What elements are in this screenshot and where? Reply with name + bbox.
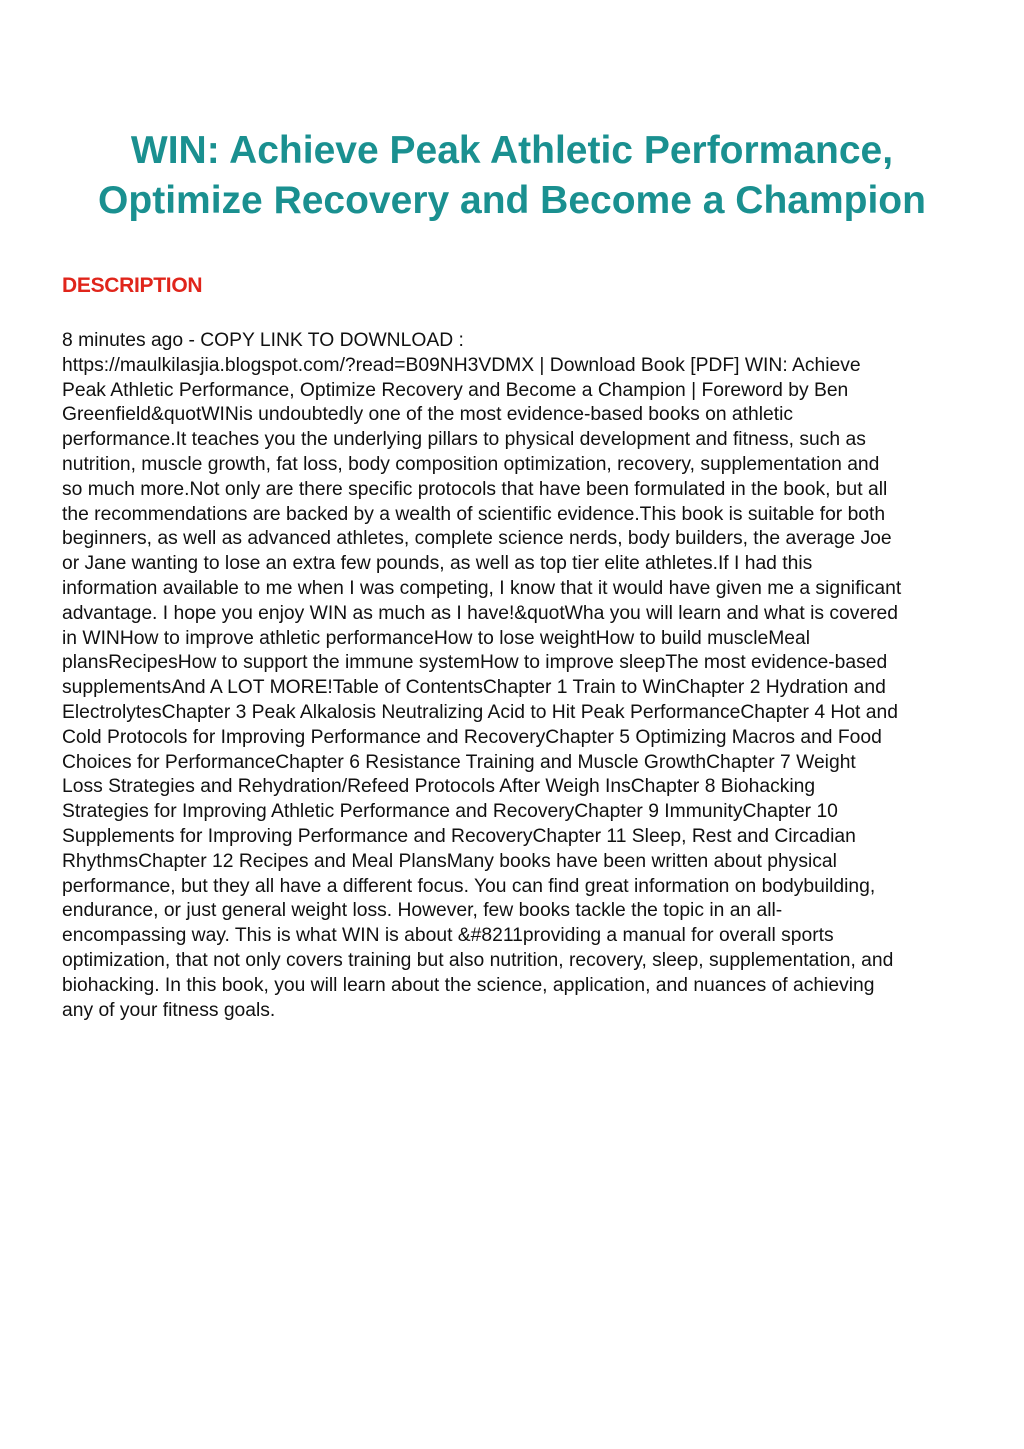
- description-body: [62, 329, 967, 1023]
- title-line-1: WIN: Achieve Peak Athletic Performance,: [130, 129, 894, 172]
- description-line: nutrition, muscle growth, fat loss, body composition optimization, recovery, supplementation and: [62, 453, 880, 475]
- description-line: encompassing way. This is what WIN is about &#8211providing a manual for overall sports: [62, 925, 834, 947]
- description-line: any of your fitness goals.: [62, 999, 276, 1021]
- description-line: beginners, as well as advanced athletes, complete science nerds, body builders, the average Joe: [62, 528, 892, 550]
- description-line: Supplements for Improving Performance and RecoveryChapter 11 Sleep, Rest and Circadian: [62, 825, 856, 847]
- description-line: optimization, that not only covers training but also nutrition, recovery, sleep, supplementation, and: [62, 949, 894, 971]
- description-line: 8 minutes ago - COPY LINK TO DOWNLOAD :: [62, 330, 464, 351]
- description-line: plansRecipesHow to support the immune systemHow to improve sleepThe most evidence-based: [62, 652, 888, 674]
- description-line: Cold Protocols for Improving Performance and RecoveryChapter 5 Optimizing Macros and Food: [62, 726, 882, 748]
- description-line: ElectrolytesChapter 3 Peak Alkalosis Neutralizing Acid to Hit Peak PerformanceChapter 4 Hot and: [62, 701, 898, 723]
- description-line: advantage. I hope you enjoy WIN as much as I have!&quotWha you will learn and what is covered: [62, 602, 898, 624]
- description-line: Loss Strategies and Rehydration/Refeed Protocols After Weigh InsChapter 8 Biohacking: [62, 776, 816, 798]
- description-line: biohacking. In this book, you will learn about the science, application, and nuances of achieving: [62, 974, 875, 996]
- description-line: RhythmsChapter 12 Recipes and Meal PlansMany books have been written about physical: [62, 850, 837, 872]
- description-line: Greenfield&quotWINis undoubtedly one of the most evidence-based books on athletic: [62, 404, 793, 426]
- description-line: the recommendations are backed by a wealth of scientific evidence.This book is suitable for both: [62, 503, 886, 525]
- description-line: Choices for PerformanceChapter 6 Resistance Training and Muscle GrowthChapter 7 Weight: [62, 751, 856, 773]
- description-line: performance, but they all have a different focus. You can find great information on bodybuilding,: [62, 875, 876, 897]
- description-line: endurance, or just general weight loss. However, few books tackle the topic in an all-: [62, 900, 783, 922]
- description-line: so much more.Not only are there specific protocols that have been formulated in the book, but all: [62, 478, 888, 500]
- page-title: [30, 126, 994, 226]
- description-line: Strategies for Improving Athletic Performance and RecoveryChapter 9 ImmunityChapter 10: [62, 801, 838, 823]
- description-line: supplementsAnd A LOT MORE!Table of ContentsChapter 1 Train to WinChapter 2 Hydration and: [62, 677, 886, 699]
- description-line: https://maulkilasjia.blogspot.com/?read=B09NH3VDMX | Download Book [PDF] WIN: Achieve: [62, 354, 861, 376]
- description-line: or Jane wanting to lose an extra few pounds, as well as top tier elite athletes.If I had this: [62, 553, 813, 575]
- description-line: information available to me when I was competing, I know that it would have given me a significant: [62, 577, 902, 599]
- title-line-2: Optimize Recovery and Become a Champion: [98, 179, 926, 222]
- description-line: performance.It teaches you the underlying pillars to physical development and fitness, such as: [62, 429, 866, 451]
- description-line: Peak Athletic Performance, Optimize Recovery and Become a Champion | Foreword by Ben: [62, 379, 849, 401]
- section-heading-description: DESCRIPTION: [62, 274, 203, 297]
- description-line: in WINHow to improve athletic performanceHow to lose weightHow to build muscleMeal: [62, 627, 810, 649]
